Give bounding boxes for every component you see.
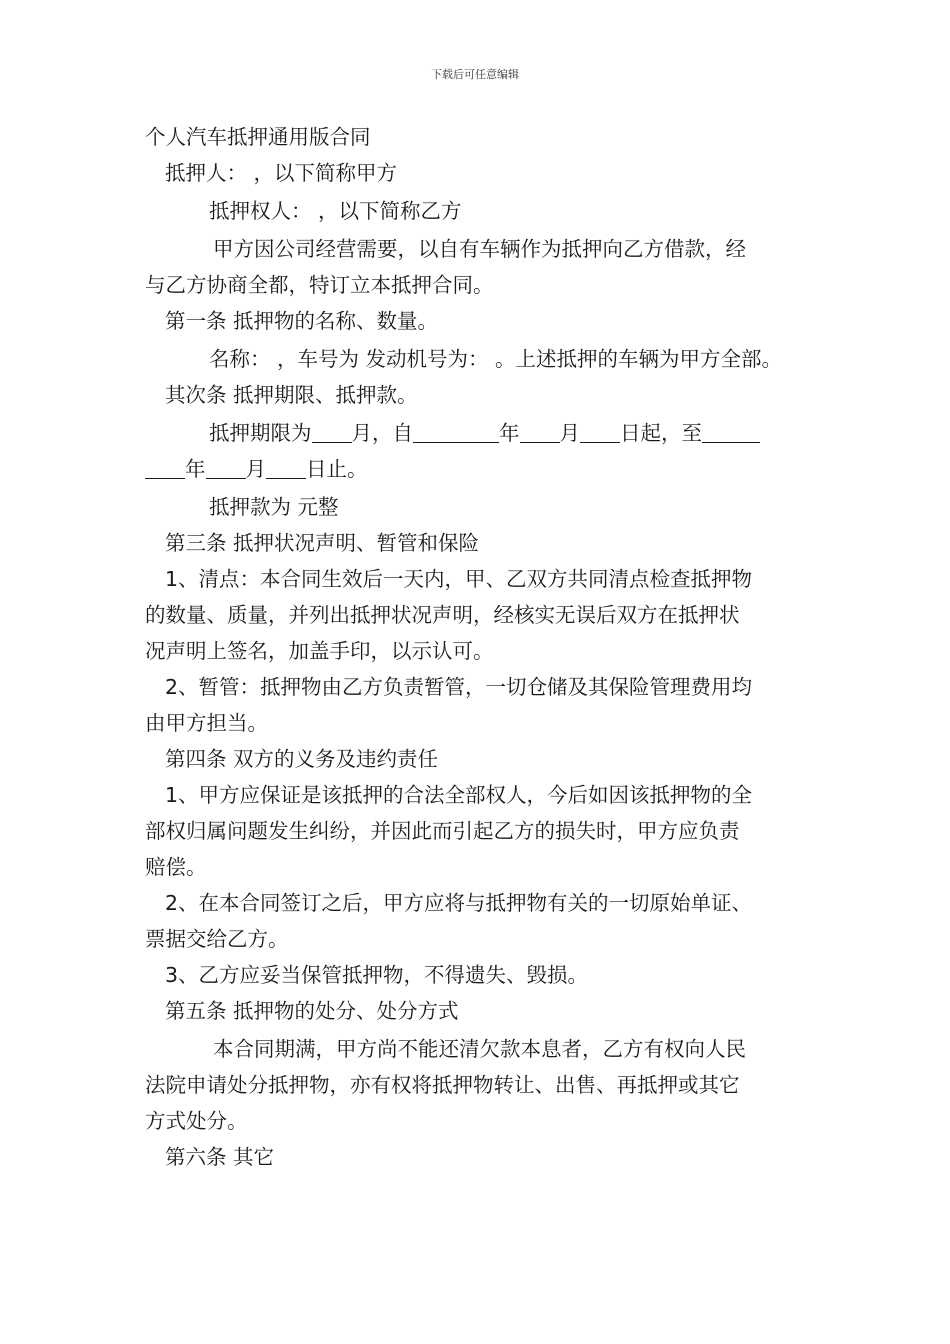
term-month-3: 月: [245, 457, 266, 481]
article-3-item-1-line-3: 况声明上签名，加盖手印，以示认可。: [145, 639, 494, 663]
blank-start-month: [520, 420, 560, 443]
article-2-amount: 抵押款为 元整: [209, 495, 339, 519]
article-4-item-1-line-2: 部权归属问题发生纠纷，并因此而引起乙方的损失时，甲方应负责: [145, 819, 740, 843]
party-a-line: 抵押人： ，以下简称甲方: [165, 161, 398, 185]
term-month-2: 月: [559, 421, 580, 445]
preamble-line-2: 与乙方协商全都，特订立本抵押合同。: [145, 273, 494, 297]
article-1-text: 名称： ，车号为 发动机号为： 。上述抵押的车辆为甲方全部。: [209, 347, 783, 371]
article-5-text-line-1: 本合同期满，甲方尚不能还清欠款本息者，乙方有权向人民: [213, 1037, 746, 1061]
article-4-item-3: 3、乙方应妥当保管抵押物，不得遗失、毁损。: [165, 963, 589, 987]
contract-title: 个人汽车抵押通用版合同: [145, 125, 371, 149]
term-year-1: 年: [499, 421, 520, 445]
term-prefix: 抵押期限为: [209, 421, 312, 445]
contract-body: [145, 119, 825, 1175]
article-3-heading: 第三条 抵押状况声明、暂管和保险: [165, 531, 480, 555]
term-from: 日起，至: [620, 421, 702, 445]
article-2-term-line-1: [145, 415, 825, 451]
article-4-item-2-line-1: 2、在本合同签订之后，甲方应将与抵押物有关的一切原始单证、: [165, 891, 753, 915]
article-6-heading: 第六条 其它: [165, 1145, 275, 1169]
article-5-heading: 第五条 抵押物的处分、处分方式: [165, 999, 459, 1023]
blank-start-day: [580, 420, 620, 443]
article-2-heading: 其次条 抵押期限、抵押款。: [165, 383, 418, 407]
article-4-item-2-line-2: 票据交给乙方。: [145, 927, 289, 951]
article-5-text-line-3: 方式处分。: [145, 1109, 248, 1133]
blank-end-year-part-2: [145, 456, 185, 479]
article-2-term-line-2: [145, 451, 825, 487]
term-month-from: 月，自: [351, 421, 413, 445]
article-3-item-1-line-2: 的数量、质量，并列出抵押状况声明，经核实无误后双方在抵押状: [145, 603, 740, 627]
article-3-item-2-line-2: 由甲方担当。: [145, 711, 268, 735]
blank-start-year: [413, 420, 499, 443]
preamble-line-1: 甲方因公司经营需要，以自有车辆作为抵押向乙方借款，经: [213, 237, 746, 261]
article-4-item-1-line-3: 赔偿。: [145, 855, 207, 879]
article-4-item-1-line-1: 1、甲方应保证是该抵押的合法全部权人，今后如因该抵押物的全: [165, 783, 753, 807]
article-1-heading: 第一条 抵押物的名称、数量。: [165, 309, 439, 333]
article-3-item-1-line-1: 1、清点：本合同生效后一天内，甲、乙双方共同清点检查抵押物: [165, 567, 753, 591]
article-4-heading: 第四条 双方的义务及违约责任: [165, 747, 439, 771]
term-year-2: 年: [185, 457, 206, 481]
blank-end-day: [266, 456, 306, 479]
article-3-item-2-line-1: 2、暂管：抵押物由乙方负责暂管，一切仓储及其保险管理费用均: [165, 675, 753, 699]
term-to: 日止。: [306, 457, 368, 481]
party-b-line: 抵押权人： ，以下简称乙方: [209, 199, 462, 223]
page-header-note: 下载后可任意编辑: [431, 68, 519, 81]
blank-months: [312, 420, 352, 443]
blank-end-year-part-1: [702, 420, 760, 443]
article-5-text-line-2: 法院申请处分抵押物，亦有权将抵押物转让、出售、再抵押或其它: [145, 1073, 740, 1097]
blank-end-month: [206, 456, 246, 479]
